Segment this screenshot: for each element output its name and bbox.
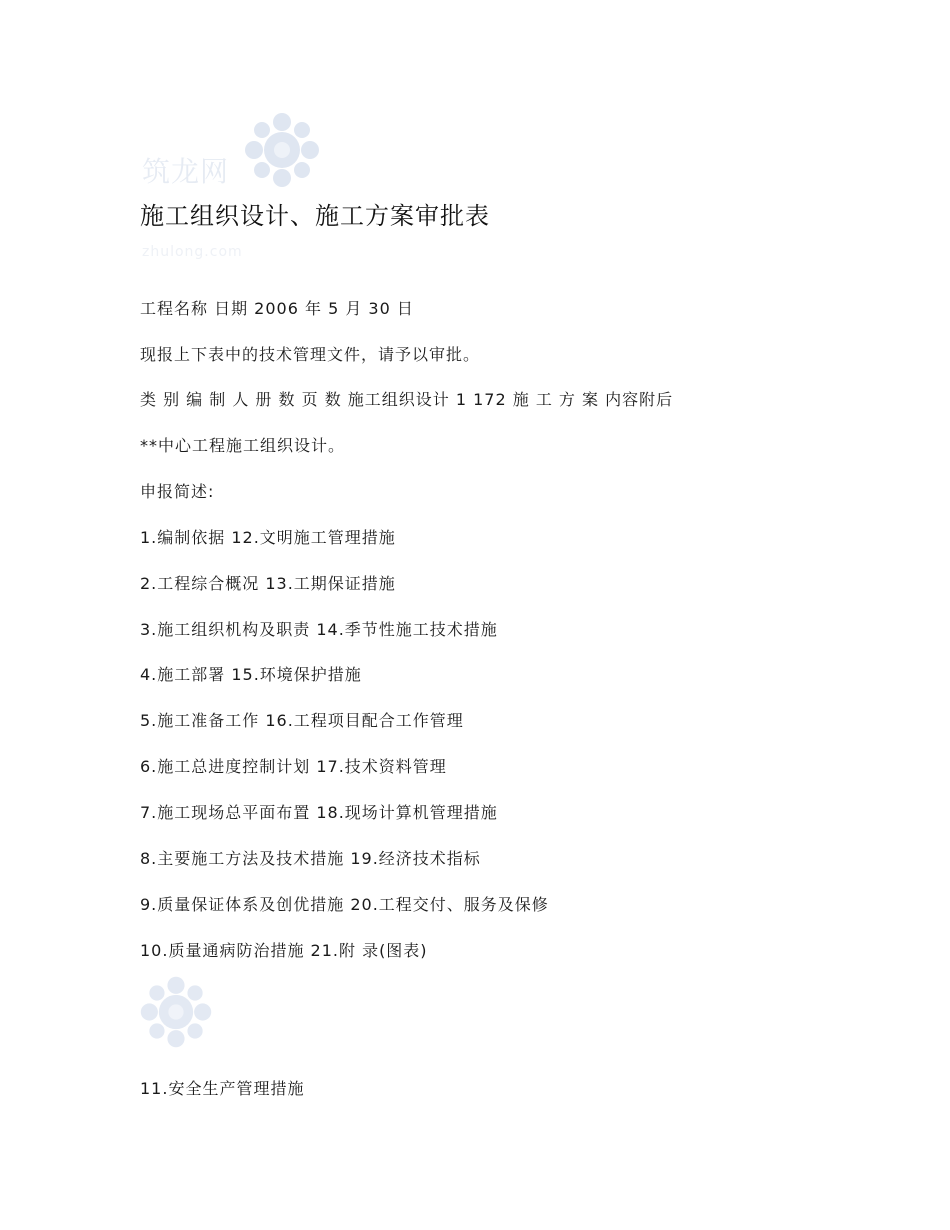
list-item: 8.主要施工方法及技术措施 19.经济技术指标: [140, 849, 481, 868]
snowflake-logo-icon: [240, 108, 324, 192]
list-item: 11.安全生产管理措施: [140, 1079, 305, 1098]
list-item: 4.施工部署 15.环境保护措施: [140, 665, 362, 684]
list-item: 1.编制依据 12.文明施工管理措施: [140, 528, 396, 547]
watermark-text: 筑龙网: [142, 155, 230, 188]
watermark-logo-middle: [136, 972, 220, 1056]
snowflake-logo-icon: [136, 972, 216, 1052]
project-line: **中心工程施工组织设计。: [140, 436, 346, 455]
watermark-logo-top: [140, 108, 330, 268]
summary-label: 申报简述:: [140, 482, 215, 501]
table-line: 类 别 编 制 人 册 数 页 数 施工组织设计 1 172 施 工 方 案 内容附后: [140, 390, 674, 409]
header-line: 工程名称 日期 2006 年 5 月 30 日: [140, 299, 414, 318]
list-item: 9.质量保证体系及创优措施 20.工程交付、服务及保修: [140, 895, 549, 914]
list-item: 5.施工准备工作 16.工程项目配合工作管理: [140, 711, 464, 730]
list-item: 6.施工总进度控制计划 17.技术资料管理: [140, 757, 447, 776]
request-line: 现报上下表中的技术管理文件，请予以审批。: [140, 345, 481, 364]
list-item: 2.工程综合概况 13.工期保证措施: [140, 574, 396, 593]
page-title: 施工组织设计、施工方案审批表: [140, 202, 490, 230]
watermark-url: zhulong.com: [142, 244, 243, 260]
list-item: 10.质量通病防治措施 21.附 录(图表): [140, 941, 428, 960]
list-item: 3.施工组织机构及职责 14.季节性施工技术措施: [140, 620, 498, 639]
list-item: 7.施工现场总平面布置 18.现场计算机管理措施: [140, 803, 498, 822]
